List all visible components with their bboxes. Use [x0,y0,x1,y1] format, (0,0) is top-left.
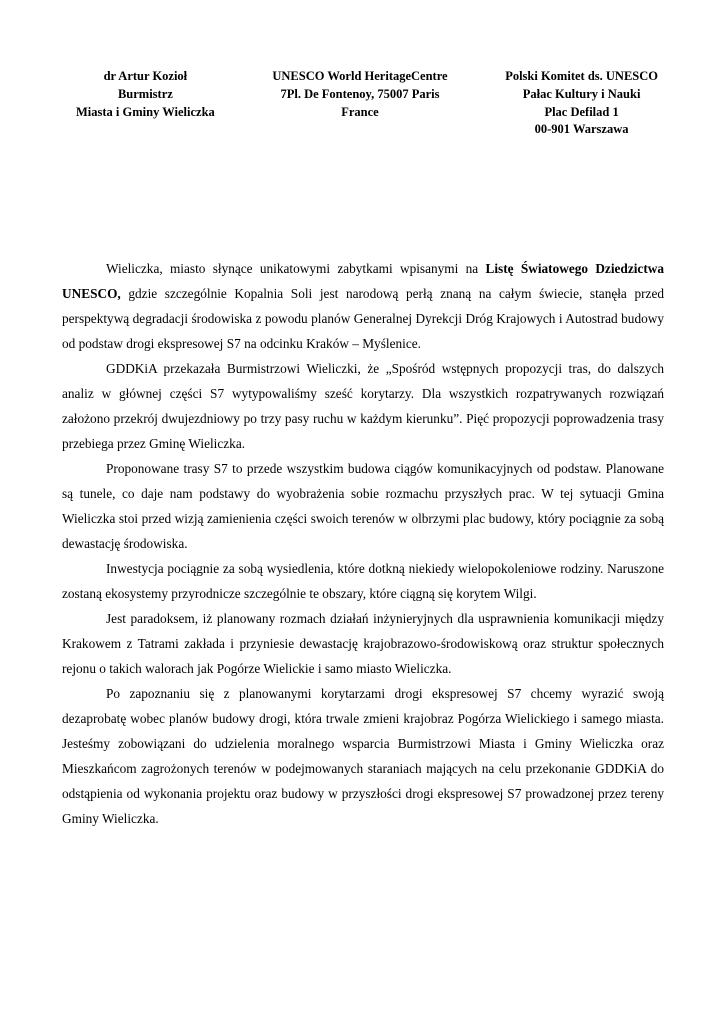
body-text: Po zapoznaniu się z planowanymi korytarzami drogi ekspresowej S7 chcemy wyrazić swoją dezaprobatę wobec planów budowy drogi, która trwale zmieni krajobraz Pogórza Wielickiego i samego miasta. Jesteśmy zobowiązani do udzielenia moralnego wsparcia Burmistrzowi Miasta i Gminy Wieliczka oraz Mieszkańcom zagrożonych terenów w podejmowanych staraniach mających na celu przekonanie GDDKiA do odstąpienia od wykonania projektu oraz budowy w przyszłości drogi ekspresowej S7 prowadzonej przez tereny Gminy Wieliczka. [62,685,664,826]
body-paragraph [62,457,664,557]
body-paragraph [62,257,664,357]
recipient-address-line: 00-901 Warszawa [534,122,629,137]
sender-address-line: Miasta i Gminy Wieliczka [76,104,215,119]
body-paragraph [62,607,664,682]
sender-address-block [76,68,215,121]
emphasis-text: Listę Światowego Dziedzictwa UNESCO, [62,261,664,301]
recipient-address-line: UNESCO World HeritageCentre [272,69,448,83]
sender-address-line: Burmistrz [117,86,173,101]
body-text: Jest paradoksem, iż planowany rozmach działań inżynieryjnych dla usprawnienia komunikacji między Krakowem z Tatrami zakłada i przyniesie dewastację krajobrazowo-środowiskową oraz struktur społecznych rejonu o takich walorach jak Pogórze Wielickie i samo miasto Wieliczka. [62,610,664,676]
body-text: Proponowane trasy S7 to przede wszystkim budowa ciągów komunikacyjnych od podstaw. Planowane są tunele, co daje nam podstawy do wyobrażenia sobie rozmachu przyszłych prac. W tej sytuacji Gmina Wieliczka stoi przed wizją zamienienia części swoich terenów w olbrzymi plac budowy, który pociągnie za sobą dewastację środowiska. [62,460,664,551]
recipient-address-line: France [341,104,379,119]
recipient-address-line: Pałac Kultury i Nauki [522,86,641,101]
recipient-address-line: 7Pl. De Fontenoy, 75007 Paris [280,86,440,101]
recipient-unesco-address-block [272,68,447,121]
body-text: gdzie szczególnie Kopalnia Soli jest narodową perłą znaną na całym świecie, stanęła przed perspektywą degradacji środowiska z powodu planów Generalnej Dyrekcji Dróg Krajowych i Autostrad budowy od podstaw drogi ekspresowej S7 na odcinku Kraków – Myślenice. [62,285,664,351]
letterhead [62,68,664,139]
recipient-address-line: Polski Komitet ds. UNESCO [505,69,658,83]
body-paragraph [62,557,664,607]
letter-body [62,257,664,832]
body-text: Inwestycja pociągnie za sobą wysiedlenia, które dotkną niekiedy wielopokoleniowe rodziny. Naruszone zostaną ekosystemy przyrodnicze szczególnie te obszary, które ciągną się korytem Wilgi. [62,560,664,601]
body-text: GDDKiA przekazała Burmistrzowi Wieliczki, że „Spośród wstępnych propozycji tras, do dalszych analiz w głównej części S7 wytypowaliśmy sześć korytarzy. Dla wszystkich rozpatrywanych rozwiązań założono przekrój dwujezdniowy po trzy pasy ruchu w każdym kierunku”. Pięć propozycji poprowadzenia trasy przebiega przez Gminę Wieliczka. [62,360,664,451]
recipient-address-line: Plac Defilad 1 [544,104,619,119]
sender-address-line: dr Artur Kozioł [103,69,188,83]
recipient-polish-committee-address-block [505,68,658,139]
body-paragraph [62,357,664,457]
body-paragraph [62,682,664,832]
body-text: Wieliczka, miasto słynące unikatowymi zabytkami wpisanymi na [106,261,486,276]
